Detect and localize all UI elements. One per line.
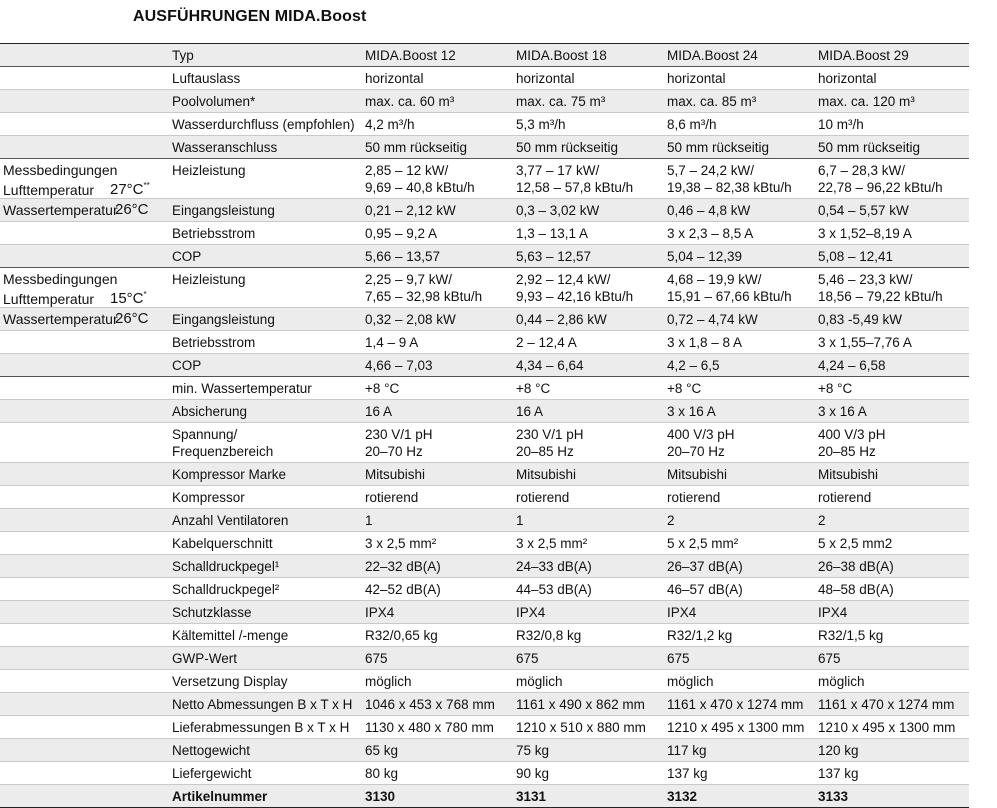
row-label: Luftauslass bbox=[172, 71, 241, 86]
row-value: 1 bbox=[365, 513, 373, 528]
row-value: 50 mm rückseitig bbox=[667, 140, 770, 155]
row-value: 230 V/1 pH 20–70 Hz bbox=[365, 427, 433, 459]
row-value: 5,7 – 24,2 kW/ 19,38 – 82,38 kBtu/h bbox=[667, 163, 792, 195]
article-number-label: Artikelnummer bbox=[172, 789, 268, 804]
row-value: 0,83 -5,49 kW bbox=[818, 312, 903, 327]
table-row bbox=[0, 244, 969, 267]
row-value: 75 kg bbox=[516, 743, 550, 758]
table-row bbox=[0, 330, 969, 353]
row-value: 6,7 – 28,3 kW/ 22,78 – 96,22 kBtu/h bbox=[818, 163, 943, 195]
row-group bbox=[0, 158, 969, 267]
row-value: 0,21 – 2,12 kW bbox=[365, 203, 456, 218]
row-label: Wasserdurchfluss (empfohlen) bbox=[172, 117, 355, 132]
air-temperature-label: Lufttemperatur bbox=[3, 182, 95, 198]
water-temperature-label: Wassertemperatur bbox=[3, 202, 118, 218]
row-value: 90 kg bbox=[516, 766, 550, 781]
row-value: 3 x 1,52–8,19 A bbox=[818, 226, 912, 241]
table-row bbox=[0, 376, 969, 399]
air-temperature-line bbox=[3, 289, 149, 309]
row-label: Nettogewicht bbox=[172, 743, 251, 758]
row-value: 16 A bbox=[365, 404, 393, 419]
article-number: 3132 bbox=[667, 789, 698, 804]
side-spacer bbox=[0, 509, 167, 531]
model-name: MIDA.Boost 12 bbox=[365, 48, 456, 63]
row-value: 4,68 – 19,9 kW/ 15,91 – 67,66 kBtu/h bbox=[667, 272, 792, 304]
row-value: 2 – 12,4 A bbox=[516, 335, 577, 350]
row-value: 4,24 – 6,58 bbox=[818, 358, 886, 373]
row-value: R32/1,2 kg bbox=[667, 628, 733, 643]
article-number: 3133 bbox=[818, 789, 849, 804]
row-label: Heizleistung bbox=[172, 272, 246, 287]
table-row bbox=[0, 485, 969, 508]
row-value: horizontal bbox=[818, 71, 877, 86]
row-value: 2,92 – 12,4 kW/ 9,93 – 42,16 kBtu/h bbox=[516, 272, 634, 304]
row-value: 0,95 – 9,2 A bbox=[365, 226, 438, 241]
row-label: Schalldruckpegel¹ bbox=[172, 559, 280, 574]
side-spacer bbox=[0, 245, 167, 267]
row-group bbox=[0, 376, 969, 784]
table-row bbox=[0, 221, 969, 244]
row-value: 117 kg bbox=[667, 743, 707, 758]
row-value: 675 bbox=[516, 651, 539, 666]
row-value: 0,44 – 2,86 kW bbox=[516, 312, 607, 327]
row-value: rotierend bbox=[818, 490, 872, 505]
row-value: möglich bbox=[365, 674, 412, 689]
row-value: 4,66 – 7,03 bbox=[365, 358, 433, 373]
row-value: 675 bbox=[667, 651, 690, 666]
table-row bbox=[0, 554, 969, 577]
side-spacer bbox=[0, 354, 167, 376]
row-value: IPX4 bbox=[818, 605, 848, 620]
row-value: 5 x 2,5 mm² bbox=[667, 536, 739, 551]
row-group bbox=[0, 267, 969, 376]
side-spacer bbox=[0, 423, 167, 462]
table-row bbox=[0, 353, 969, 376]
row-value: 400 V/3 pH 20–70 Hz bbox=[667, 427, 735, 459]
row-value: 50 mm rückseitig bbox=[365, 140, 468, 155]
row-value: 2 bbox=[667, 513, 675, 528]
row-label: Absicherung bbox=[172, 404, 248, 419]
row-value: max. ca. 75 m³ bbox=[516, 94, 606, 109]
row-value: 22–32 dB(A) bbox=[365, 559, 441, 574]
row-value: 3 x 1,55–7,76 A bbox=[818, 335, 912, 350]
row-value: +8 °C bbox=[818, 381, 853, 396]
row-value: 1210 x 495 x 1300 mm bbox=[667, 720, 805, 735]
article-number: 3130 bbox=[365, 789, 396, 804]
row-value: 2,85 – 12 kW/ 9,69 – 40,8 kBtu/h bbox=[365, 163, 475, 195]
model-name: MIDA.Boost 18 bbox=[516, 48, 607, 63]
row-value: 50 mm rückseitig bbox=[516, 140, 619, 155]
row-value: 1,4 – 9 A bbox=[365, 335, 419, 350]
side-spacer bbox=[0, 331, 167, 353]
table-row bbox=[0, 399, 969, 422]
row-value: 1161 x 490 x 862 mm bbox=[516, 697, 645, 712]
row-value: 24–33 dB(A) bbox=[516, 559, 592, 574]
table-row bbox=[0, 761, 969, 784]
air-temperature-value: 15°C* bbox=[110, 290, 147, 307]
row-value: 0,72 – 4,74 kW bbox=[667, 312, 758, 327]
row-label: Kompressor bbox=[172, 490, 245, 505]
side-spacer bbox=[0, 486, 167, 508]
row-label: COP bbox=[172, 358, 202, 373]
row-value: horizontal bbox=[667, 71, 726, 86]
row-value: 400 V/3 pH 20–85 Hz bbox=[818, 427, 886, 459]
side-spacer bbox=[0, 647, 167, 669]
row-value: 5,3 m³/h bbox=[516, 117, 566, 132]
row-value: IPX4 bbox=[667, 605, 697, 620]
row-label: Kompressor Marke bbox=[172, 467, 287, 482]
row-label: Schutzklasse bbox=[172, 605, 252, 620]
row-value: 0,3 – 3,02 kW bbox=[516, 203, 600, 218]
row-value: 3 x 16 A bbox=[667, 404, 716, 419]
row-value: 137 kg bbox=[818, 766, 859, 781]
row-label: Lieferabmessungen B x T x H bbox=[172, 720, 350, 735]
conditions-heading: Messbedingungen bbox=[3, 162, 118, 178]
row-value: 1046 x 453 x 768 mm bbox=[365, 697, 495, 712]
row-value: 4,2 – 6,5 bbox=[667, 358, 720, 373]
row-label: Schalldruckpegel² bbox=[172, 582, 280, 597]
article-number: 3131 bbox=[516, 789, 547, 804]
row-value: +8 °C bbox=[365, 381, 400, 396]
row-value: rotierend bbox=[667, 490, 721, 505]
side-spacer bbox=[0, 762, 167, 784]
row-value: möglich bbox=[667, 674, 714, 689]
row-value: Mitsubishi bbox=[365, 467, 426, 482]
side-spacer bbox=[0, 136, 167, 158]
row-value: 137 kg bbox=[667, 766, 708, 781]
side-spacer bbox=[0, 44, 167, 66]
row-value: 1130 x 480 x 780 mm bbox=[365, 720, 494, 735]
row-value: 3 x 16 A bbox=[818, 404, 867, 419]
measurement-conditions bbox=[3, 160, 150, 220]
row-label: Betriebsstrom bbox=[172, 226, 256, 241]
model-name: MIDA.Boost 29 bbox=[818, 48, 909, 63]
table-row bbox=[0, 66, 969, 89]
row-value: 0,46 – 4,8 kW bbox=[667, 203, 751, 218]
row-value: horizontal bbox=[365, 71, 424, 86]
table-row bbox=[0, 646, 969, 669]
row-value: 1161 x 470 x 1274 mm bbox=[667, 697, 804, 712]
air-temperature-label: Lufttemperatur bbox=[3, 291, 95, 307]
row-value: 1 bbox=[516, 513, 524, 528]
row-label: Netto Abmessungen B x T x H bbox=[172, 697, 353, 712]
row-value: 5,04 – 12,39 bbox=[667, 249, 743, 264]
row-value: R32/0,65 kg bbox=[365, 628, 438, 643]
header-row bbox=[0, 44, 969, 66]
table-row bbox=[0, 89, 969, 112]
row-value: 5,46 – 23,3 kW/ 18,56 – 79,22 kBtu/h bbox=[818, 272, 943, 304]
water-temperature-label: Wassertemperatur bbox=[3, 311, 118, 327]
side-spacer bbox=[0, 601, 167, 623]
air-temperature-value: 27°C** bbox=[110, 181, 150, 198]
row-value: 5 x 2,5 mm2 bbox=[818, 536, 893, 551]
side-spacer bbox=[0, 222, 167, 244]
row-value: 675 bbox=[365, 651, 388, 666]
side-spacer bbox=[0, 578, 167, 600]
side-spacer bbox=[0, 113, 167, 135]
row-label: Anzahl Ventilatoren bbox=[172, 513, 289, 528]
table-row bbox=[0, 600, 969, 623]
table-row bbox=[0, 577, 969, 600]
row-value: 50 mm rückseitig bbox=[818, 140, 921, 155]
row-label: min. Wassertemperatur bbox=[172, 381, 312, 396]
water-temperature-value: 26°C bbox=[115, 201, 149, 218]
table-row bbox=[0, 738, 969, 761]
row-value: 120 kg bbox=[818, 743, 859, 758]
side-spacer bbox=[0, 377, 167, 399]
row-value: 675 bbox=[818, 651, 841, 666]
row-value: 42–52 dB(A) bbox=[365, 582, 441, 597]
row-value: +8 °C bbox=[667, 381, 702, 396]
side-spacer bbox=[0, 67, 167, 89]
row-value: 65 kg bbox=[365, 743, 399, 758]
row-value: R32/1,5 kg bbox=[818, 628, 884, 643]
row-value: IPX4 bbox=[516, 605, 546, 620]
row-label: GWP-Wert bbox=[172, 651, 237, 666]
table-row bbox=[0, 462, 969, 485]
row-value: rotierend bbox=[516, 490, 570, 505]
row-group bbox=[0, 66, 969, 158]
row-value: 80 kg bbox=[365, 766, 399, 781]
row-label: Liefergewicht bbox=[172, 766, 252, 781]
row-value: 3,77 – 17 kW/ 12,58 – 57,8 kBtu/h bbox=[516, 163, 634, 195]
row-value: +8 °C bbox=[516, 381, 551, 396]
table-row bbox=[0, 715, 969, 738]
table-row bbox=[0, 669, 969, 692]
table-row bbox=[0, 135, 969, 158]
table-row bbox=[0, 422, 969, 462]
row-label: Kabelquerschnitt bbox=[172, 536, 273, 551]
row-value: rotierend bbox=[365, 490, 419, 505]
spec-table bbox=[0, 43, 969, 808]
side-spacer bbox=[0, 670, 167, 692]
row-value: möglich bbox=[818, 674, 865, 689]
row-value: max. ca. 120 m³ bbox=[818, 94, 915, 109]
table-row bbox=[0, 623, 969, 646]
row-value: möglich bbox=[516, 674, 563, 689]
row-value: 4,2 m³/h bbox=[365, 117, 415, 132]
air-temperature-footnote: ** bbox=[143, 181, 150, 190]
side-spacer bbox=[0, 693, 167, 715]
row-label: COP bbox=[172, 249, 202, 264]
row-value: 5,66 – 13,57 bbox=[365, 249, 441, 264]
measurement-conditions bbox=[3, 269, 149, 329]
row-label: Eingangsleistung bbox=[172, 312, 275, 327]
row-label: Betriebsstrom bbox=[172, 335, 256, 350]
side-spacer bbox=[0, 785, 167, 807]
row-label: Heizleistung bbox=[172, 163, 246, 178]
row-value: 26–37 dB(A) bbox=[667, 559, 743, 574]
conditions-heading: Messbedingungen bbox=[3, 271, 118, 287]
row-value: Mitsubishi bbox=[818, 467, 879, 482]
air-temperature-line bbox=[3, 180, 150, 200]
water-temperature-value: 26°C bbox=[115, 310, 149, 327]
water-temperature-line bbox=[3, 309, 149, 329]
article-number-row bbox=[0, 784, 969, 807]
water-temperature-line bbox=[3, 200, 150, 220]
row-value: 1210 x 510 x 880 mm bbox=[516, 720, 646, 735]
page-title: AUSFÜHRUNGEN MIDA.Boost bbox=[133, 8, 367, 25]
side-spacer bbox=[0, 624, 167, 646]
table-row bbox=[0, 531, 969, 554]
row-label: Wasseranschluss bbox=[172, 140, 278, 155]
row-value: 46–57 dB(A) bbox=[667, 582, 743, 597]
row-value: 1210 x 495 x 1300 mm bbox=[818, 720, 956, 735]
table-row bbox=[0, 508, 969, 531]
row-value: 2,25 – 9,7 kW/ 7,65 – 32,98 kBtu/h bbox=[365, 272, 483, 304]
row-value: max. ca. 85 m³ bbox=[667, 94, 757, 109]
row-value: 5,63 – 12,57 bbox=[516, 249, 592, 264]
row-value: 44–53 dB(A) bbox=[516, 582, 592, 597]
row-value: 2 bbox=[818, 513, 826, 528]
row-value: 3 x 1,8 – 8 A bbox=[667, 335, 743, 350]
row-value: max. ca. 60 m³ bbox=[365, 94, 455, 109]
row-value: 26–38 dB(A) bbox=[818, 559, 894, 574]
row-value: 10 m³/h bbox=[818, 117, 864, 132]
row-value: 230 V/1 pH 20–85 Hz bbox=[516, 427, 584, 459]
row-label: Spannung/ Frequenzbereich bbox=[172, 427, 274, 459]
side-spacer bbox=[0, 463, 167, 485]
row-label: Poolvolumen* bbox=[172, 94, 256, 109]
row-value: 3 x 2,5 mm² bbox=[365, 536, 437, 551]
row-label: Versetzung Display bbox=[172, 674, 288, 689]
side-spacer bbox=[0, 90, 167, 112]
row-value: Mitsubishi bbox=[667, 467, 728, 482]
row-label: Eingangsleistung bbox=[172, 203, 275, 218]
row-value: 16 A bbox=[516, 404, 544, 419]
side-spacer bbox=[0, 716, 167, 738]
row-value: 0,32 – 2,08 kW bbox=[365, 312, 456, 327]
table-row bbox=[0, 692, 969, 715]
row-label: Kältemittel /-menge bbox=[172, 628, 289, 643]
row-value: 3 x 2,5 mm² bbox=[516, 536, 588, 551]
row-value: 1161 x 470 x 1274 mm bbox=[818, 697, 955, 712]
side-spacer bbox=[0, 400, 167, 422]
row-value: horizontal bbox=[516, 71, 575, 86]
model-name: MIDA.Boost 24 bbox=[667, 48, 758, 63]
side-spacer bbox=[0, 532, 167, 554]
row-value: 5,08 – 12,41 bbox=[818, 249, 894, 264]
air-temperature-footnote: * bbox=[143, 290, 147, 299]
row-value: 8,6 m³/h bbox=[667, 117, 717, 132]
row-value: IPX4 bbox=[365, 605, 395, 620]
table-row bbox=[0, 112, 969, 135]
row-value: 4,34 – 6,64 bbox=[516, 358, 584, 373]
row-value: 1,3 – 13,1 A bbox=[516, 226, 589, 241]
header-label: Typ bbox=[172, 48, 194, 63]
row-value: 48–58 dB(A) bbox=[818, 582, 894, 597]
row-value: Mitsubishi bbox=[516, 467, 577, 482]
row-value: R32/0,8 kg bbox=[516, 628, 582, 643]
side-spacer bbox=[0, 555, 167, 577]
side-spacer bbox=[0, 739, 167, 761]
row-value: 3 x 2,3 – 8,5 A bbox=[667, 226, 754, 241]
row-value: 0,54 – 5,57 kW bbox=[818, 203, 909, 218]
